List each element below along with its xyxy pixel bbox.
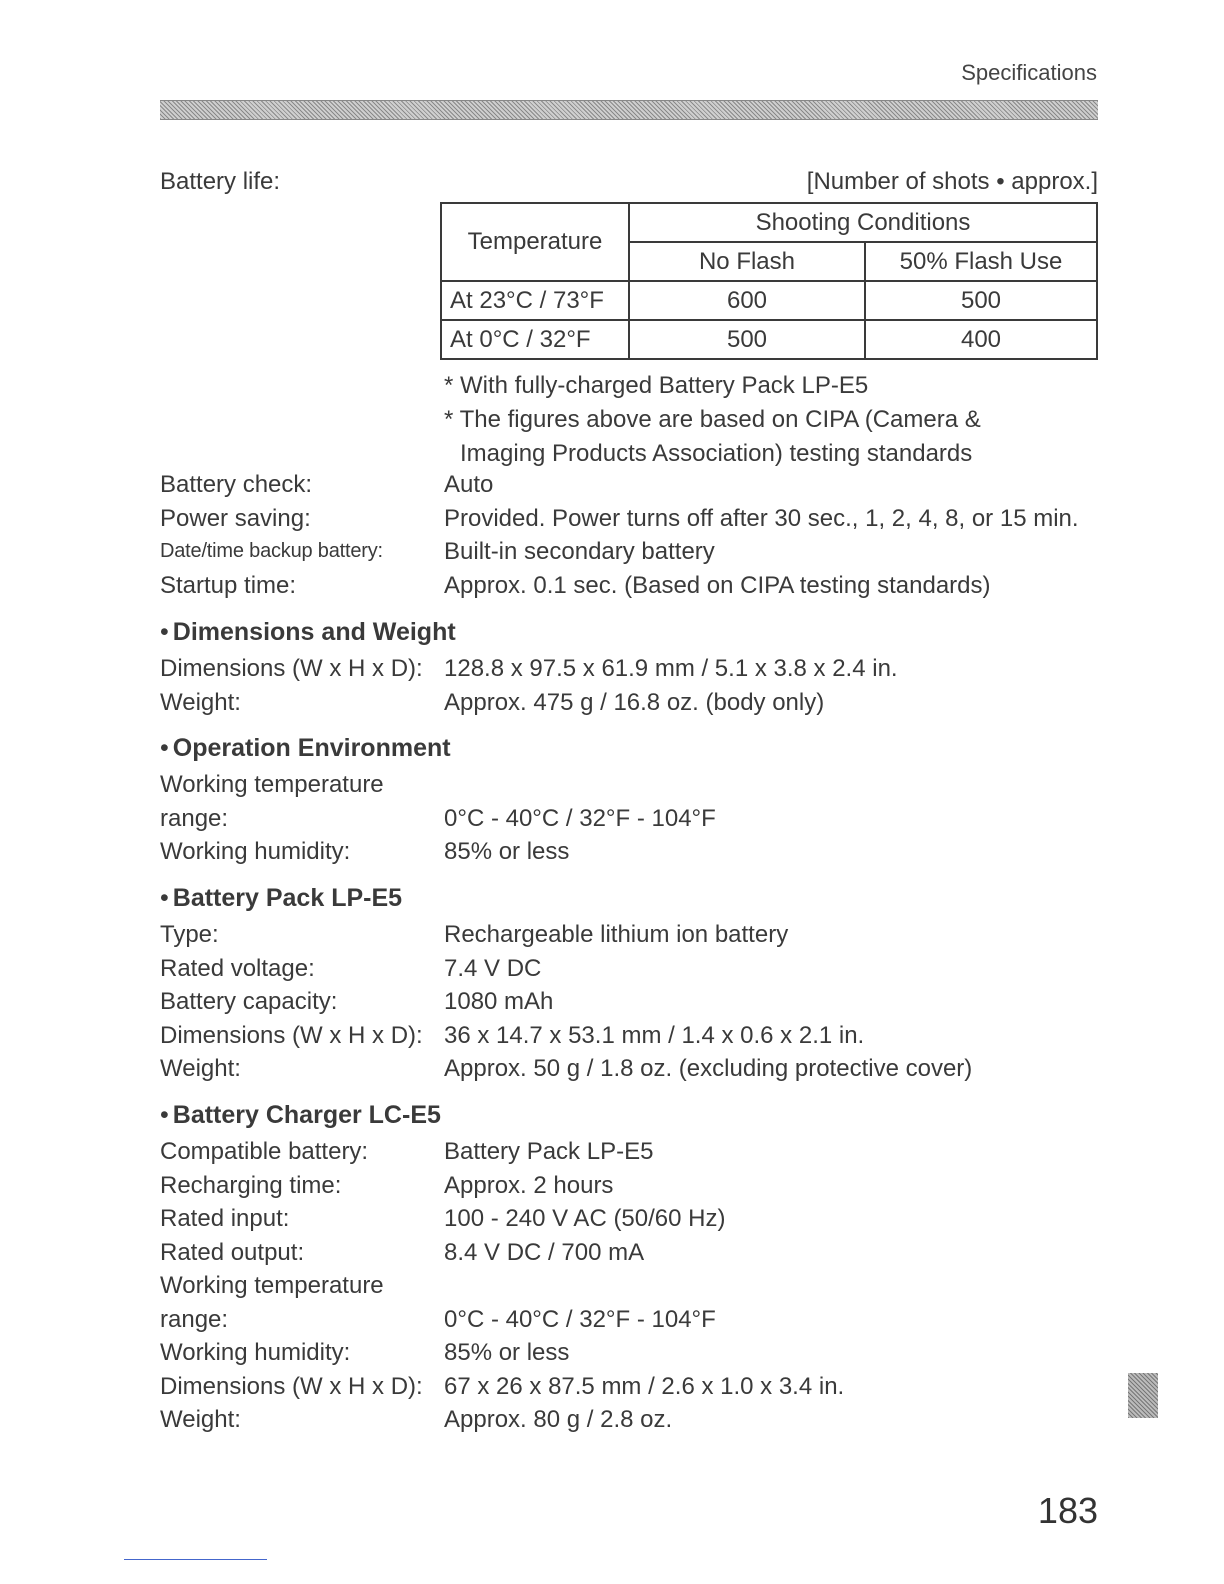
table-row	[441, 320, 1097, 359]
spec-label: Dimensions (W x H x D):	[160, 1021, 423, 1049]
spec-row	[160, 535, 1079, 569]
battery-life-label: Battery life:	[160, 168, 281, 195]
spec-label: Rated voltage:	[160, 954, 315, 982]
spec-label: Startup time:	[160, 571, 297, 599]
spec-row	[160, 1370, 844, 1404]
spec-value: 67 x 26 x 87.5 mm / 2.6 x 1.0 x 3.4 in.	[444, 1372, 845, 1400]
bullet-icon: •	[160, 1101, 169, 1129]
spec-value: 100 - 240 V AC (50/60 Hz)	[444, 1205, 726, 1232]
spec-label: Battery capacity:	[160, 988, 338, 1015]
footer-rule	[124, 1559, 267, 1560]
spec-row	[160, 1135, 844, 1169]
section-heading-battery-pack: • Battery Pack LP-E5	[160, 884, 403, 912]
header-rule	[160, 100, 1098, 120]
spec-value: Approx. 0.1 sec. (Based on CIPA testing standards)	[444, 571, 991, 599]
spec-label: Weight:	[160, 1055, 241, 1082]
spec-row	[160, 1336, 844, 1370]
table-cell-no-flash: 600	[629, 281, 865, 320]
spec-row	[160, 1019, 972, 1053]
spec-row	[160, 768, 716, 802]
spec-label: Working temperature	[160, 1272, 384, 1299]
table-cell-flash: 400	[865, 320, 1097, 359]
spec-label: Rated input:	[160, 1205, 290, 1232]
note-line: * With fully-charged Battery Pack LP-E5	[444, 372, 869, 399]
spec-label: Compatible battery:	[160, 1138, 369, 1165]
spec-row	[160, 1052, 972, 1086]
spec-row	[160, 1303, 844, 1337]
spec-label: Dimensions (W x H x D):	[160, 1372, 423, 1400]
spec-label: range:	[160, 1305, 229, 1333]
page-header-title: Specifications	[961, 60, 1097, 85]
table-cell-flash: 500	[865, 281, 1097, 320]
spec-row	[160, 985, 972, 1019]
general-specs	[160, 468, 1079, 602]
spec-row	[160, 1269, 844, 1303]
spec-value: Battery Pack LP-E5	[444, 1138, 654, 1165]
spec-value: 128.8 x 97.5 x 61.9 mm / 5.1 x 3.8 x 2.4 in.	[444, 655, 898, 682]
spec-value: Approx. 50 g / 1.8 oz. (excluding protective cover)	[444, 1055, 973, 1082]
section-heading-battery-charger: • Battery Charger LC-E5	[160, 1101, 441, 1129]
spec-row	[160, 952, 972, 986]
table-cell-no-flash: 500	[629, 320, 865, 359]
bullet-icon: •	[160, 618, 169, 646]
spec-label: Battery check:	[160, 471, 313, 498]
spec-row	[160, 918, 972, 952]
spec-row	[160, 686, 898, 720]
battery-life-table	[440, 202, 1098, 360]
spec-row	[160, 652, 898, 686]
spec-row	[160, 1202, 844, 1236]
table-cell-temp: At 0°C / 32°F	[441, 320, 629, 359]
table-header-flash-use: 50% Flash Use	[865, 242, 1097, 281]
spec-value: Approx. 475 g / 16.8 oz. (body only)	[444, 688, 825, 716]
table-cell-temp: At 23°C / 73°F	[441, 281, 629, 320]
table-header-conditions: Shooting Conditions	[629, 203, 1097, 242]
spec-value: 0°C - 40°C / 32°F - 104°F	[444, 804, 716, 832]
section-heading-dimensions: • Dimensions and Weight	[160, 618, 456, 646]
spec-value: 7.4 V DC	[444, 954, 542, 982]
spec-row	[160, 1403, 844, 1437]
table-header-no-flash: No Flash	[629, 242, 865, 281]
spec-value: 85% or less	[444, 838, 570, 865]
spec-label: Working temperature	[160, 771, 384, 798]
spec-label: Date/time backup battery:	[160, 540, 383, 562]
spec-value: 8.4 V DC / 700 mA	[444, 1238, 645, 1266]
spec-row	[160, 1236, 844, 1270]
spec-value: Built-in secondary battery	[444, 538, 715, 565]
spec-row	[160, 835, 716, 869]
spec-row	[160, 802, 716, 836]
spec-label: Power saving:	[160, 504, 311, 532]
battery-charger-specs	[160, 1135, 844, 1437]
spec-label: Dimensions (W x H x D):	[160, 655, 423, 682]
table-header-temperature: Temperature	[441, 203, 629, 281]
dimensions-weight-specs	[160, 652, 898, 719]
section-heading-operation: • Operation Environment	[160, 734, 451, 762]
spec-label: range:	[160, 804, 229, 832]
spec-value: Auto	[444, 471, 494, 498]
spec-label: Working humidity:	[160, 1339, 351, 1366]
spec-label: Rated output:	[160, 1238, 305, 1266]
spec-label: Weight:	[160, 1406, 241, 1433]
spec-value: Provided. Power turns off after 30 sec., 1, 2, 4, 8, or 15 min.	[444, 504, 1079, 532]
note-line: * The figures above are based on CIPA (Camera &	[444, 406, 981, 433]
table-row	[441, 281, 1097, 320]
spec-value: Approx. 80 g / 2.8 oz.	[444, 1406, 673, 1433]
page-number: 183	[1037, 1490, 1098, 1531]
spec-label: Recharging time:	[160, 1171, 342, 1199]
spec-label: Working humidity:	[160, 838, 351, 865]
spec-value: 36 x 14.7 x 53.1 mm / 1.4 x 0.6 x 2.1 in.	[444, 1021, 865, 1049]
spec-value: Rechargeable lithium ion battery	[444, 921, 789, 948]
spec-row	[160, 502, 1079, 536]
bullet-icon: •	[160, 734, 169, 762]
spec-label: Weight:	[160, 688, 241, 716]
spec-value: 1080 mAh	[444, 988, 554, 1015]
spec-value: 0°C - 40°C / 32°F - 104°F	[444, 1305, 716, 1333]
spec-label: Type:	[160, 921, 219, 948]
note-line: Imaging Products Association) testing standards	[460, 440, 973, 467]
spec-value: Approx. 2 hours	[444, 1171, 614, 1199]
operation-env-specs	[160, 768, 716, 869]
battery-life-notes	[444, 369, 981, 471]
spec-value: 85% or less	[444, 1339, 570, 1366]
spec-row	[160, 569, 1079, 603]
battery-pack-specs	[160, 918, 972, 1086]
battery-life-unit-note: [Number of shots • approx.]	[806, 168, 1098, 195]
bullet-icon: •	[160, 884, 169, 912]
spec-row	[160, 1169, 844, 1203]
chapter-tab-marker	[1128, 1373, 1158, 1418]
spec-row	[160, 468, 1079, 502]
